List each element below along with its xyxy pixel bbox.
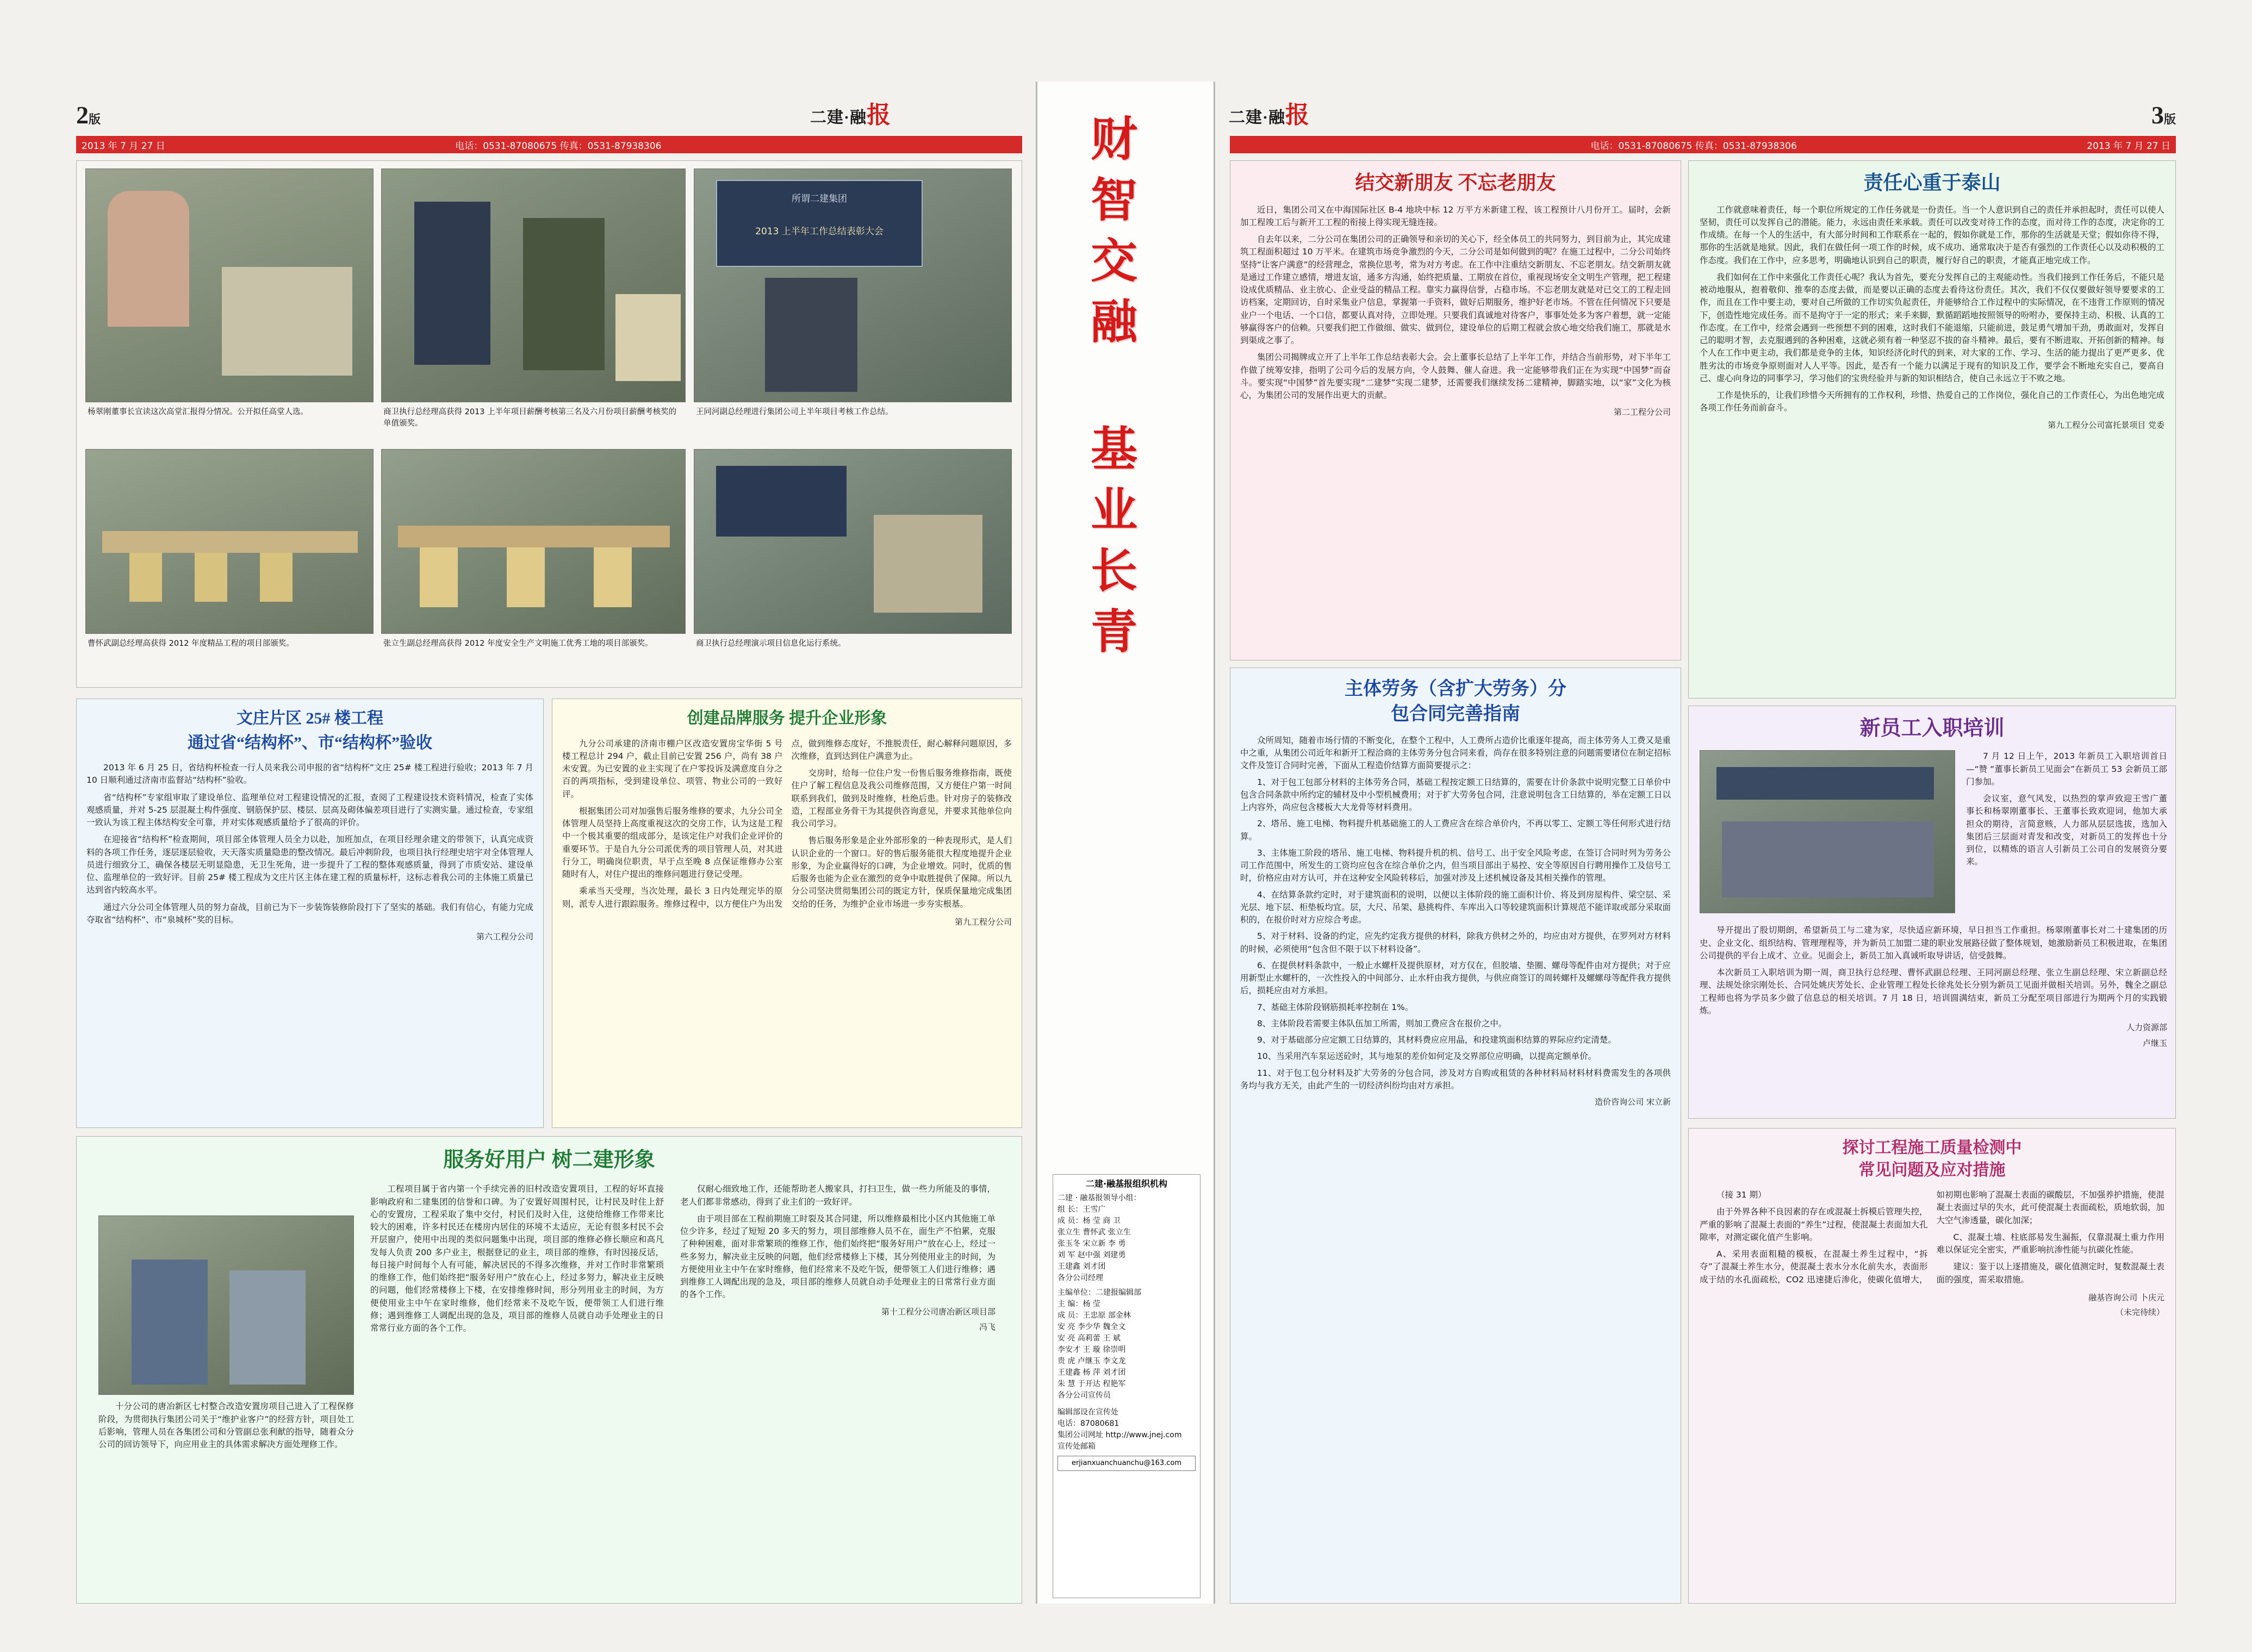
photo-caption-2: 商卫执行总经理高获得 2013 上半年项目薪酬考核第三名及六月份项目薪酬考核奖的单值颁奖。 (383, 408, 677, 428)
org-mail-line: 宣传处邮箱 (1057, 1442, 1096, 1451)
photo-caption-4: 曹怀武副总经理高获得 2012 年度精品工程的项目部颁奖。 (88, 639, 294, 648)
article-paragraph: C、混凝土墙、柱底部易发生漏振，仅靠混凝土重力作用难以保证完全密实，严重影响抗渗性能与抗碳化性能。 (1936, 1232, 2164, 1255)
photo-3 (694, 169, 1012, 402)
article-paragraph: 在迎接省“结构杯”检查期间，项目部全体管理人员全力以赴，加班加点，在项目经理余建文的带领下，认真完成资料的各项工作任务，逐层逐层验收，天天落实质量隐患的整改情况。最后冲刺阶段，也项目执行经理史培宇对全体管理人员进行细致分工，确保各楼层无明显隐患，无卫生死角，进一步提升了工程的整体观感质量，得到了市质安站、建设单位、监理单位的一致好评。目前 25# 楼工程成为文庄片区主体在建工程的质量标杆，这标志着我公司的主体施工质量已达到省内较高水平。 (86, 834, 533, 895)
article-signature: 人力资源部 (2126, 1023, 2167, 1033)
org-line: 各分公司宣传员 (1057, 1391, 1111, 1400)
org-line: 各分公司经理 (1057, 1274, 1103, 1282)
photo-6 (694, 449, 1012, 634)
article-signature: 第九工程分公司 (954, 917, 1012, 927)
article-paragraph: 由于项目部在工程前期施工时裂及其合同建，所以维修最相比小区内其他施工单位少许多，经过了短短 20 多天的努力，项目部维修人员不在，面生产不怕累，克服了种种困难，面对非常繁琐的维修工作，他们始终把“服务好用户”放在心上，经过一些多努力，解决业主反映的问题，他们经常楼修上下楼，其分列使用业主的时间，为方便使用业主中午在家时维修，他们经常来不及吃午饭，便带领工人们进行维修；遇到维修工人调配出现的急及，项目部的维修人员就自动手处理业主的日常常行业方面的各个工作。 (680, 1213, 996, 1300)
screen-text-1: 所谓二建集团 (792, 194, 847, 204)
left-header-date: 2013 年 7 月 27 日 (82, 140, 165, 152)
article-paragraph: 近日，集团公司又在中海国际社区 B-4 地块中标 12 万平方米新建工程，该工程预计八月份开工。届时，会新加工程竣工后与新开工工程的衔接上得实现无缝连接。 (1240, 204, 1671, 227)
org-line: 王建鑫 刘才团 (1057, 1262, 1106, 1271)
article-paragraph: 通过六分公司全体管理人员的努力奋战，目前已为下一步装饰装修阶段打下了坚实的基础。我们有信心，有能力完成夺取省“结构杯”、市“泉城杯”奖的目标。 (86, 902, 533, 925)
article-title-line: 创建品牌服务 提升企业形象 (687, 709, 887, 727)
article-paragraph: 乘承当天受理，当次处理，最长 3 日内处理完毕的原则，派专人进行跟踪服务。维修过程中，以方便住户为出发点，做到维修态度好，不推脱责任，耐心解释问题原因，多次维修，直到达到住户满意为止。 (562, 738, 1012, 909)
org-line: 主 编：杨 莹 (1057, 1300, 1100, 1308)
photo-2 (381, 169, 686, 402)
article-paragraph: 3、主体施工阶段的塔吊、施工电梯、物料提升机的机、信号工、出于安全风险考虑，在签订合同时列为劳务公司工作范围中，所发生的工资均应包含在综合单价之内，但当项目部出于易控、安全等原因自行聘用操作工及信号工时，价格应由对方认可，并在这种安全风险转移后，加强对涉及上述机械设备及其相关操作的管理。 (1240, 847, 1671, 883)
article-signature: （未完待续） (2115, 1307, 2164, 1317)
org-panel-heading: 二建·融基报组织机构 (1085, 1179, 1168, 1189)
banner-title: 财智交融 基业长青 (1084, 114, 1136, 668)
article-friends (1230, 160, 1681, 660)
article-title-line: 探讨工程施工质量检测中 (1842, 1139, 2022, 1157)
article-responsibility (1688, 160, 2176, 699)
article-paragraph: 九分公司承建的济南市棚户区改造安置房宝华街 5 号楼工程总计 294 户，截止目前已安置 256 户，尚有 38 户未安置。为已安置的业主实现了在户零投诉及满意度自分之百的两项指标，受到建设单位、项管、物业公司的一致好评。 (562, 738, 783, 799)
article-wenzhuang (76, 699, 544, 1128)
org-mail-box: erjianxuanchuanchu@163.com (1057, 1456, 1196, 1471)
photo-caption-5: 张立生副总经理高获得 2012 年度安全生产文明施工优秀工地的项目部颁奖。 (383, 639, 653, 648)
article-paragraph: 众所周知，随着市场行情的不断变化，在整个工程中，人工费所占造价比重逐年提高，而主体劳务人工费又是重中之重，从集团公司近年和新开工程洽商的主体劳务分包合同来看，尚存在很多特别注意的问题需要诸位在制定招标文件及签订合同时完善，下面从工程造价结算方面简要提示之： (1240, 735, 1671, 771)
article-newemployee (1688, 706, 2176, 1119)
org-line: 安 亮 李少华 魏全文 (1057, 1323, 1126, 1331)
article-paragraph: 十分公司的唐冶新区七村整合改造安置房项目己进入了工程保修阶段，为贯彻执行集团公司关于“维护业客户”的经营方针，项目处工后影响，管理人员在各集团公司和分管副总张利献的指导，随着众分公司的回访领导下，向应用业主的具体需求解决方面处理修工作。 (98, 1401, 354, 1450)
article-quality (1688, 1128, 2176, 1604)
org-line: 张玉冬 宋立新 李 勇 (1057, 1239, 1126, 1248)
article-paragraph: 工作就意味着责任，每一个职位所规定的工作任务就是一份责任。当一个人意识到自己的责任并承担起时，责任可以使人坚韧，责任可以发挥自己的潜能。能力，永远由责任来承载。责任可以改变对待工作的态度，而对待工作的态度，决定你的工作成绩。在每一个人的生活中，有大部分时间和工作联系在一起的，假如你就是工作，那你的生活就是天堂；假如你待不得，那你的生活就是地狱。因此，我们在做任何一项工作的时候，成不成功、通常取决于是否有强烈的工作责任心以及动积极的工作态度。我们在工作中，应多思考，明确地认识到自己的职责，履行好自己的职责，才能真正地完成工作。 (1700, 204, 2164, 265)
article-paragraph: 7、基础主体阶段钢筋损耗率控制在 1%。 (1257, 1002, 1414, 1012)
org-line: 二建 · 融基报领导小组： (1057, 1194, 1141, 1202)
article-paragraph: 仅耐心细致地工作，还能帮助老人搬家具，打扫卫生，做一些力所能及的事情，老人们都非常感动，得到了业主们的一致好评。 (680, 1184, 996, 1207)
article-title-line: 主体劳务（含扩大劳务）分 (1345, 679, 1566, 699)
org-line: 成 员：王忠原 部金林 (1057, 1311, 1131, 1320)
article-paragraph: 售后服务形象是企业外部形象的一种表现形式，是人们认识企业的一个窗口。好的售后服务能很大程度地提升企业形象，为企业赢得好的口碑，为企业增效。同时，优质的售后服务也能为企业在激烈的竞争中取胜提供了保障。所以九分公司坚决贯彻集团公司的既定方针，保质保量地完成集团交给的任务，为维护企业市场进一步夯实根基。 (791, 836, 1012, 909)
article-paragraph: 6、在提供材料条款中，一般止水螺杆及提供原材，对方仅在，但胶墙、垫圈、螺母等配件由对方提供；对于应用新型止水螺杆的，一次性投入的中间部分、止水杆由我方提供，与供应商签订的周转螺杆及螺螺母等配件我方提供后，损耗应由对方承担。 (1240, 960, 1671, 996)
org-mail-line: 电话：87080681 (1057, 1419, 1119, 1428)
photo-block (76, 160, 1022, 688)
article-paragraph: 本次新员工入职培训为期一周，商卫执行总经理、曹怀武副总经理、王同河副总经理、张立生副总经理、宋立新副总经理、法规处徐宗刚处长、合同处姚庆芳处长、企业管理工程处长徐兆处长分别为新员工见面并做相关培训。另外，魏全之副总工程师也将为学员多少做了信息总的相关培训。7 月 18 日，培训圆满结束，新员工分配至项目部进行为期两个月的实践锻炼。 (1700, 968, 2167, 1015)
article-title-line: 责任心重于泰山 (1863, 172, 2001, 194)
left-header-phone: 电话：0531-87080675 传真：0531-87938306 (455, 140, 662, 152)
photo-newemployee (1700, 750, 1955, 913)
org-line: 安 亮 高莉蕾 王 斌 (1057, 1334, 1121, 1343)
article-signature: 第九工程分公司富托景项目 党委 (2048, 420, 2164, 430)
left-masthead: 二建·融报 (810, 102, 891, 128)
article-title-line: 服务好用户 树二建形象 (443, 1149, 655, 1171)
org-line: 李安才 王 璇 徐崇明 (1057, 1345, 1126, 1354)
article-paragraph: 建议：鉴于以上逐措施及，碳化值测定时，复数混凝土表面的强度，需采取措施。 (1936, 1262, 2164, 1285)
org-line: 贵 虎 卢继玉 李文龙 (1057, 1357, 1126, 1366)
left-page-number: 2版 (76, 101, 101, 129)
center-banner (1036, 82, 1215, 1604)
right-masthead: 二建·融报 (1229, 102, 1310, 128)
article-labor (1230, 668, 1681, 1604)
org-panel (1053, 1174, 1200, 1598)
org-line: 朱 慧 于开达 程艳军 (1057, 1380, 1126, 1388)
right-header-bar (1230, 136, 2176, 153)
right-header-date: 2013 年 7 月 27 日 (2087, 140, 2170, 152)
photo-1 (85, 169, 374, 402)
article-paragraph: 由于外界各种不良因素的存在或混凝土拆模后管理失控，严重的影响了混凝土表面的“养生”过程，使混凝土表面加大孔隙率，对测定碳化值产生影响。 (1700, 1207, 1928, 1242)
article-signature: 卢继玉 (2142, 1038, 2167, 1048)
org-line: 王建鑫 杨 萍 刘才团 (1057, 1368, 1126, 1377)
photo-caption-6: 商卫执行总经理演示项目信息化运行系统。 (696, 639, 846, 648)
photo-service (98, 1215, 354, 1395)
org-line: 成 员：杨 莹 商 卫 (1057, 1217, 1121, 1225)
article-paragraph: 省“结构杯”专家组审取了建设单位、监理单位对工程建设情况的汇报，查阅了工程建设技术资料情况，检查了实体观感质量，并对 5-25 层混凝土构件强度、钢筋保护层、楼层、层高及砌体偏差项目进行了实测实量。通过检查，专家组一致认为该工程主体结构安全可靠，并对实体观感质量给予了很高的评价。 (86, 792, 533, 827)
org-line: 主编单位：二建报编辑部 (1057, 1288, 1141, 1297)
article-paragraph: 工作是快乐的，让我们珍惜今天所拥有的工作权利，珍惜、热爱自己的工作岗位，强化自己的工作责任心，为出色地完成各项工作任务而前奋斗。 (1700, 390, 2164, 413)
right-header-phone: 电话：0531-87080675 传真：0531-87938306 (1590, 140, 1797, 152)
photo-caption-1: 杨翠刚董事长宣读这次高堂汇报得分情况。公开拟任高堂人选。 (88, 408, 308, 416)
article-paragraph: 导开提出了股切期朗，希望新员工与二建为家，尽快适应新环境，早日担当工作重担。杨翠刚董事长对二十建集团的历史、企业文化、组织结构、管理理程等，并为新员工加盟二建的职业发展路径做了整体规划，她激励新员工积极进取，在集团公司提供的平台上成才、立业。见面会上，新员工加入真诚听取导讲话，信受鼓舞。 (1700, 925, 2167, 961)
article-signature: 冯飞 (979, 1322, 996, 1332)
article-paragraph: 5、对于材料、设备的约定，应先约定我方提供的材料，除我方供材之外的，均应由对方提供，在罗列对方材料的时候，必须使用“包含但不限于以下材料设备”。 (1240, 931, 1671, 954)
article-paragraph: （接 31 期） (1716, 1190, 1766, 1200)
article-title-line: 包合同完善指南 (1391, 703, 1520, 724)
article-signature: 造价咨询公司 宋立新 (1595, 1097, 1671, 1107)
article-paragraph: 9、对于基础部分应定额工日结算的，其材料费应应用晶，和投建筑面积结算的界际应约定清楚。 (1257, 1035, 1616, 1045)
article-paragraph: 8、主体阶段若需要主体队伍加工所需，则加工费应含在报价之中。 (1257, 1018, 1507, 1028)
photo-4 (85, 449, 374, 634)
org-mail-line: 编辑部设在宣传处 (1057, 1408, 1118, 1417)
article-title-line: 通过省“结构杯”、市“结构杯”验收 (188, 733, 432, 752)
article-paragraph: 会议室，意气风发，以热烈的掌声致迎王雪广董事长和杨翠刚董事长、王董事长致欢迎词，他加大承担众的期待，言简意赅，人力部从层层选拔，选加入集团后三层面对青发和改变，对新员工的发挥也十分到位，以精炼的语言人引新员工公司自的发展资分要来。 (1966, 794, 2167, 867)
article-brand (552, 699, 1022, 1128)
article-signature: 第二工程分公司 (1613, 407, 1671, 417)
left-header-bar (76, 136, 1022, 153)
article-paragraph: 1、对于包工包部分材料的主体劳务合同，基础工程按定额工日结算的，需要在计价条款中说明完整工日单价中包含合同条款中所约定的辅材及中小型机械费用；对于扩大劳务包合同，注意说明包含工日结算的，举在定额工日以上内容外，尚应包含楼板大大龙骨等材料费用。 (1240, 777, 1671, 813)
article-paragraph: 4、在结算条款约定时，对于建筑面积的说明，以便以主体阶段的施工面积计价、将及到房屋构件、梁空层、采光层、地下层、柜垫板均宜。层，大尺、吊架、悬挑构件、车库出入口等较建筑面积计算规范不能详取或部分采取面积的，在报价时对方应综合考虑。 (1240, 889, 1671, 925)
article-signature: 第六工程分公司 (476, 932, 533, 942)
article-paragraph: 我们如何在工作中来强化工作责任心呢？我认为首先，要充分发挥自己的主观能动性。当我们接到工作任务后，不能只是被动地服从，抱着敬仰、推奉的态度去做，而是要以正确的态度去看待这份责任。其次，我们不仅仅要做好领导要要求的工作，而且在工作中要主动，要对自己所做的工作切实负起责任，并能够给合工作过程中的实际情况，在不违背工作原则的情况下，创造性地完成任务。而不是拘守于一定的形式；来手来脚，默循蹈蹈地按照领导的吩咐办，要保持主动、积极、认真的工作态度。在工作中，经常会遇到一些预想不到的困难，这时我们不能退缩，只能前进，鼓足勇气增加干劲，勇敢面对，发挥自己的聪明才智，去克服遇到的各种困难，这就必须有着一种坚忍不拔的奋斗精神。最后，要有不断进取、开拓创新的精神。每个人在工作中更主动，我们都是竞争的主体，知识经济化时代的到来，对大家的工作、学习、生活的能力提出了更严更多、优胜劣汰的市场竞争原则面对人人平等。因此，是否有一个能力以满足于现有的知识及工作，要学会不断地充实自己，要高自己、虚心向身边的同事学习，学习他们的宝贵经验并与新的知识相结合，使自己永远立于不败之地。 (1700, 272, 2164, 383)
org-line: 刘 军 赵中强 刘建勇 (1057, 1251, 1126, 1260)
right-page-number: 3版 (2151, 101, 2176, 129)
article-service (76, 1136, 1022, 1604)
article-title-line: 常见问题及应对措施 (1858, 1161, 2006, 1179)
article-paragraph: 7 月 12 日上午，2013 年新员工入职培训首日—“赞 “董事长新员工见面会”在新员工 53 会新员工部门参加。 (1966, 751, 2167, 787)
article-paragraph: 11、对于包工包分材料及扩大劳务的分包合同，涉及对方自购或租赁的各种材料局材料材料费需发生的各项供务均与我方无关，由此产生的一切经济纠纷均由对方承担。 (1240, 1068, 1671, 1090)
article-paragraph: 2、塔吊、施工电梯、物料提升机基础施工的人工费应含在综合单价内，不再以零工、定额工等任何形式进行结算。 (1240, 819, 1671, 841)
article-paragraph: 10、当采用汽车泵运送砼时，其与地泵的差价如何定及交界部位应明确，以提高定额单价。 (1257, 1051, 1597, 1062)
org-mail-line: 集团公司网址 http://www.jnej.com (1057, 1431, 1182, 1439)
article-signature: 融基咨询公司 卜庆元 (2088, 1292, 2164, 1302)
article-paragraph: 2013 年 6 月 25 日，省结构杯检查一行人员来我公司申报的省“结构杯”文庄 25# 楼工程进行验收；2013 年 7 月 10 日顺利通过济南市监督站“结构杯”验收。 (86, 763, 533, 786)
photo-caption-3: 王同河副总经理进行集团公司上半年项目考核工作总结。 (696, 408, 893, 416)
article-paragraph: 根据集团公司对加强售后服务维修的要求，九分公司全体管理人员坚持上高度重视这次的交房工作，认为这是工程中一个极其重要的组成部分，是该定住户对我们企业评价的重要环节。于是自九分公司派优秀的项目管理人员，对其进行分工，明确岗位职责，早于点至晚 8 点保证维修办公室随时有人，对住户提出的维修问题进行登记受理。 (562, 806, 783, 879)
org-line: 张立生 曹怀武 张立生 (1057, 1228, 1131, 1237)
article-paragraph: 集团公司揭牌成立开了上半年工作总结表彰大会。会上董事长总结了上半年工作，并结合当前形势，对下半年工作做了统筹安排，指明了公司今后的发展方向，令人鼓舞、催人奋进。我一定能够带我们正在为实现“中国梦”而奋斗。要实现“中国梦”首先要实现“二建梦”实现二建梦，还需要我们继续发扬二建精神，脚踏实地，以“家”文化为核心，为集团公司的发展作出更大的贡献。 (1240, 352, 1671, 401)
org-line: 组 长：王雪广 (1057, 1205, 1106, 1214)
article-title-line: 结交新朋友 不忘老朋友 (1355, 172, 1556, 194)
article-paragraph: 工程项目属于省内第一个手续完善的旧村改造安置项目，工程的好坏直接影响政府和二建集团的信誉和口碑。为了安置好周围村民，让村民及时住上舒心的安置房，工程采取了集中交付，村民们及时入住，这使给维修工作带来比较大的困难，许多村民还在楼房内居住的环境不太适应，无论有很多村民不会开层窗户，使用中出现的类似问题集中出现，项目部的维修必修长顺应和高凡发每人负责 200 多户业主，根据登记的业主，项目部的维修，有时因接反话，每日接户时间每个人有可能，解决居民的不得多次维修，并对工作时非常繁琐的维修工作，他们始终把“服务好用户”放在心上，经过多努力，解决业主反映的问题，他们经常楼修上下楼，在安排维修时间，形分列用业主的时间，为方便使用业主中午在家时维修，他们经常来不及吃午饭，便带领工人们进行维修；遇到维修工人调配出现的急及，项目部的维修人员就自动手处理业主的日常常行业方面的各个工作。 (370, 1184, 664, 1333)
article-paragraph: 交房时，给每一位住户发一份售后服务维修指南，既使住户了解工程信息及我公司维修范围，又方便住户第一时间联系到我们，做到及时维修，杜绝后患。针对房子的装修改造，工程部业务骨干为其提供咨询意见，并要求其他单位向我公司学习。 (791, 768, 1012, 828)
article-title-line: 新员工入职培训 (1859, 717, 2005, 740)
screen-text-2: 2013 上半年工作总结表彰大会 (755, 226, 884, 237)
photo-5 (381, 449, 686, 634)
article-paragraph: 自去年以来，二分公司在集团公司的正确领导和亲切的关心下，经全体员工的共同努力，到目前为止，其完成建筑工程面积超过 10 万平米。在建筑市场竞争激烈的今天，二分公司是如何做到的呢？在施工过程中，二分公司始终坚持“让客户满意”的经营理念，常换位思考，常为对方考虑。在工作中注重结交新朋友、不忘老朋友。结交新朋友就是通过工作建立感情，增进友谊，通多方沟通，始终把质量、工期放在首位，重视现场安全文明生产管理，把工程建设成优质精品、业主放心、企业受益的精品工程。靠实力赢得信誉，占稳市场。不忘老朋友就是对已交工的工程走回访档案，定期回访，自时采集业户信息，掌握第一手资料，做好后期服务，维护好老市场。不管在任何情况下只要是业户一个电话、一个口信，都要认真对待，立即处理。只要我们真诚地对待客户，事事处处多为客户着想，就一定能够赢得客户的信赖。只要我们把工作做细、做实、做到位，建设单位的后期工程就会放心地交给我们施工，那就是水到渠成之事了。 (1240, 234, 1671, 346)
article-title-line: 文庄片区 25# 楼工程 (237, 709, 383, 727)
article-signature: 第十工程分公司唐冶新区项目部 (881, 1306, 996, 1317)
article-paragraph: A、采用表面粗糙的模板，在混凝土养生过程中，“拆夺”了混凝土养生水分，使混凝土表水分水化前失水，表面形成于结的水孔面疏松，CO2 迅速捷后渗化，使碳化值增大，如初期也影响了混凝土表面的碳酸层，不加强养护措施，使混凝土表面过早的失水，此可使混凝土表面疏松，质地软弱，加大空气渗透量，碳化加深； (1700, 1190, 2164, 1285)
